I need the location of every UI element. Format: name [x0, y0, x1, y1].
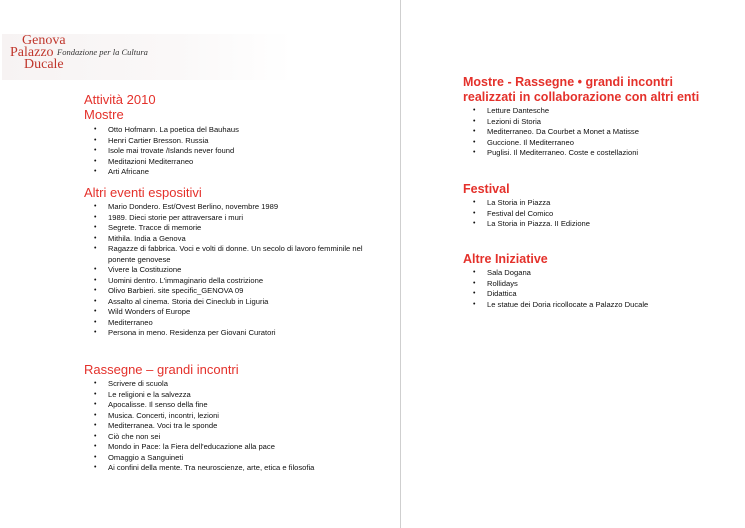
list-item: • Persona in meno. Residenza per Giovani Curatori	[84, 328, 363, 339]
section-altre-iniziative	[463, 252, 648, 310]
logo-line-ducale: Ducale	[24, 57, 64, 72]
logo-subtitle: Fondazione per la Cultura	[57, 47, 148, 57]
list-item: • Mondo in Pace: la Fiera dell'educazione alla pace	[84, 442, 314, 453]
list-item: • Arti Africane	[84, 167, 239, 178]
section-collaborazione	[463, 75, 699, 159]
list-item: • Guccione. Il Mediterraneo	[463, 138, 699, 149]
section-mostre	[84, 93, 239, 178]
list-item-continuation: ponente genovese	[108, 254, 171, 264]
list-altre-iniziative	[463, 268, 648, 310]
list-item: • Scrivere di scuola	[84, 379, 314, 390]
heading-rassegne: Rassegne – grandi incontri	[84, 362, 239, 377]
list-item: • Wild Wonders of Europe	[84, 307, 363, 318]
list-collaborazione	[463, 106, 699, 159]
list-item: • Mediterranea. Voci tra le sponde	[84, 421, 314, 432]
list-item: • Ragazze di fabbrica. Voci e volti di donne. Un secolo di lavoro femminile nel	[84, 244, 363, 255]
list-item: • Otto Hofmann. La poetica del Bauhaus	[84, 125, 239, 136]
list-item: • Uomini dentro. L'immaginario della costrizione	[84, 276, 363, 287]
list-item: • La Storia in Piazza. II Edizione	[463, 219, 590, 230]
logo-line-genova: Genova	[22, 33, 66, 48]
list-item: • Puglisi. Il Mediterraneo. Coste e costellazioni	[463, 148, 699, 159]
list-item: • Lezioni di Storia	[463, 117, 699, 128]
document-title: Attività 2010	[84, 92, 156, 107]
list-item: • Mithila. India a Genova	[84, 234, 363, 245]
heading-mostre: Mostre	[84, 107, 124, 122]
list-item: • Omaggio a Sanguineti	[84, 453, 314, 464]
list-item: • Henri Cartier Bresson. Russia	[84, 136, 239, 147]
list-item: • Mediterraneo. Da Courbet a Monet a Matisse	[463, 127, 699, 138]
list-item: • Vivere la Costituzione	[84, 265, 363, 276]
list-item: • Meditazioni Mediterraneo	[84, 157, 239, 168]
section-altri-eventi	[84, 186, 363, 339]
heading-altre-iniziative: Altre Iniziative	[463, 252, 548, 266]
list-item: • La Storia in Piazza	[463, 198, 590, 209]
list-item: • Le statue dei Doria ricollocate a Palazzo Ducale	[463, 300, 648, 311]
list-rassegne	[84, 379, 314, 474]
list-item: • Segrete. Tracce di memorie	[84, 223, 363, 234]
list-item: • Le religioni e la salvezza	[84, 390, 314, 401]
list-item: • Festival del Comico	[463, 209, 590, 220]
list-item: • Sala Dogana	[463, 268, 648, 279]
list-item: • Musica. Concerti, incontri, lezioni	[84, 411, 314, 422]
list-item: • 1989. Dieci storie per attraversare i muri	[84, 213, 363, 224]
list-item: • Mario Dondero. Est/Ovest Berlino, novembre 1989	[84, 202, 363, 213]
list-item: • Isole mai trovate /Islands never found	[84, 146, 239, 157]
section-festival	[463, 182, 590, 230]
list-item: • Mediterraneo	[84, 318, 363, 329]
list-item: • Ai confini della mente. Tra neuroscienze, arte, etica e filosofia	[84, 463, 314, 474]
logo-line-palazzo: Palazzo	[10, 45, 54, 60]
list-item: • Didattica	[463, 289, 648, 300]
list-festival	[463, 198, 590, 230]
heading-altri-eventi: Altri eventi espositivi	[84, 185, 202, 200]
heading-collaborazione-line2: realizzati in collaborazione con altri enti	[463, 90, 700, 104]
list-item: • Ciò che non sei	[84, 432, 314, 443]
list-item: • Rollidays	[463, 279, 648, 290]
section-rassegne	[84, 363, 314, 474]
list-item: • Letture Dantesche	[463, 106, 699, 117]
list-item: • Olivo Barbieri. site specific_GENOVA 09	[84, 286, 363, 297]
list-item: • Assalto al cinema. Storia dei Cineclub in Liguria	[84, 297, 363, 308]
list-mostre	[84, 125, 239, 178]
palazzo-ducale-logo	[2, 34, 292, 80]
list-altri-eventi	[84, 202, 363, 339]
heading-festival: Festival	[463, 182, 510, 196]
heading-collaborazione-line1: Mostre - Rassegne • grandi incontri	[463, 75, 673, 89]
list-item: • Apocalisse. Il senso della fine	[84, 400, 314, 411]
